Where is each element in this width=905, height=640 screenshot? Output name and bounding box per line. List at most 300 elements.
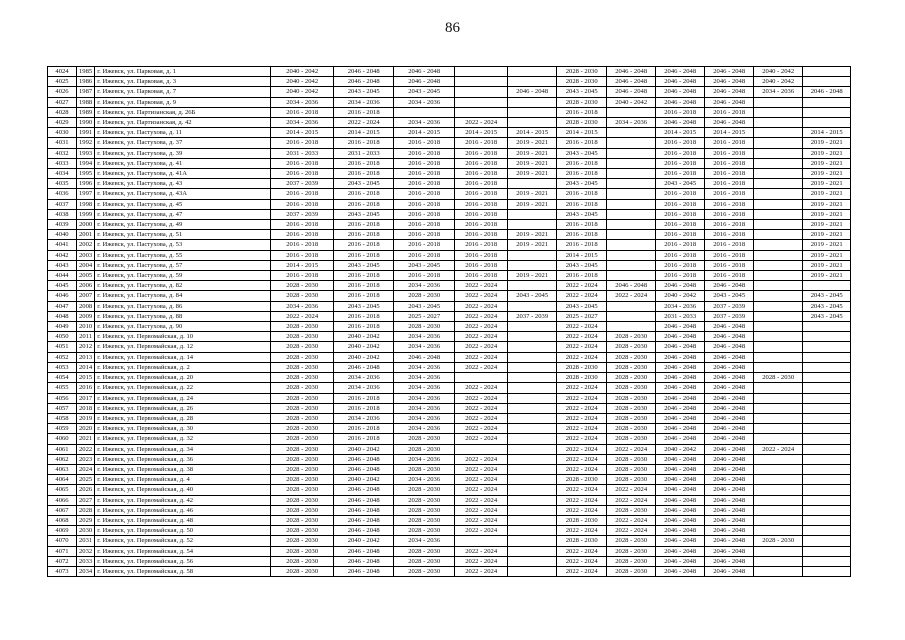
period-cell: 2019 - 2021 bbox=[508, 189, 557, 199]
period-cell: 2043 - 2045 bbox=[705, 291, 754, 301]
period-cell: 2046 - 2048 bbox=[705, 413, 754, 423]
object-id-cell: 2031 bbox=[77, 536, 95, 546]
period-cell: 2019 - 2021 bbox=[803, 209, 851, 219]
address-cell: г. Ижевск, ул. Пастухова, д. 11 bbox=[95, 128, 271, 138]
period-cell bbox=[607, 301, 656, 311]
period-cell: 2043 - 2045 bbox=[656, 179, 705, 189]
period-cell: 2022 - 2024 bbox=[557, 505, 607, 515]
period-cell: 2046 - 2048 bbox=[334, 464, 394, 474]
period-cell: 2028 - 2030 bbox=[607, 454, 656, 464]
period-cell bbox=[508, 475, 557, 485]
period-cell: 2046 - 2048 bbox=[394, 352, 455, 362]
period-cell bbox=[607, 322, 656, 332]
period-cell: 2022 - 2024 bbox=[455, 403, 508, 413]
row-number-cell: 4042 bbox=[48, 250, 77, 260]
object-id-cell: 1996 bbox=[77, 179, 95, 189]
period-cell bbox=[803, 281, 851, 291]
period-cell bbox=[508, 566, 557, 576]
period-cell: 2046 - 2048 bbox=[607, 67, 656, 77]
period-cell bbox=[754, 556, 803, 566]
period-cell: 2046 - 2048 bbox=[705, 515, 754, 525]
row-number-cell: 4025 bbox=[48, 77, 77, 87]
object-id-cell: 2034 bbox=[77, 566, 95, 576]
row-number-cell: 4055 bbox=[48, 383, 77, 393]
period-cell: 2022 - 2024 bbox=[455, 485, 508, 495]
period-cell: 2014 - 2015 bbox=[705, 128, 754, 138]
period-cell: 2034 - 2036 bbox=[394, 97, 455, 107]
row-number-cell: 4071 bbox=[48, 546, 77, 556]
row-number-cell: 4067 bbox=[48, 505, 77, 515]
address-cell: г. Ижевск, ул. Первомайская, д. 32 bbox=[95, 434, 271, 444]
period-cell bbox=[508, 220, 557, 230]
period-cell: 2016 - 2018 bbox=[334, 138, 394, 148]
period-cell: 2046 - 2048 bbox=[656, 566, 705, 576]
period-cell: 2046 - 2048 bbox=[334, 495, 394, 505]
period-cell bbox=[803, 67, 851, 77]
period-cell: 2014 - 2015 bbox=[455, 128, 508, 138]
period-cell: 2022 - 2024 bbox=[557, 291, 607, 301]
period-cell: 2022 - 2024 bbox=[607, 526, 656, 536]
address-cell: г. Ижевск, ул. Первомайская, д. 28 bbox=[95, 413, 271, 423]
period-cell: 2016 - 2018 bbox=[394, 138, 455, 148]
period-cell: 2016 - 2018 bbox=[705, 158, 754, 168]
period-cell: 2016 - 2018 bbox=[394, 148, 455, 158]
address-cell: г. Ижевск, ул. Первомайская, д. 42 bbox=[95, 495, 271, 505]
period-cell bbox=[754, 311, 803, 321]
table-row bbox=[48, 393, 851, 403]
period-cell: 2028 - 2030 bbox=[607, 556, 656, 566]
period-cell: 2022 - 2024 bbox=[607, 444, 656, 454]
table-row bbox=[48, 77, 851, 87]
period-cell: 2016 - 2018 bbox=[705, 107, 754, 117]
period-cell bbox=[754, 454, 803, 464]
period-cell: 2046 - 2048 bbox=[656, 413, 705, 423]
period-cell: 2046 - 2048 bbox=[394, 67, 455, 77]
address-cell: г. Ижевск, ул. Пастухова, д. 53 bbox=[95, 240, 271, 250]
address-cell: г. Ижевск, ул. Пастухова, д. 90 bbox=[95, 322, 271, 332]
period-cell: 2037 - 2039 bbox=[508, 311, 557, 321]
period-cell: 2016 - 2018 bbox=[455, 148, 508, 158]
period-cell: 2040 - 2042 bbox=[656, 444, 705, 454]
period-cell bbox=[508, 332, 557, 342]
period-cell: 2046 - 2048 bbox=[705, 373, 754, 383]
period-cell: 2016 - 2018 bbox=[394, 158, 455, 168]
period-cell: 2016 - 2018 bbox=[271, 271, 334, 281]
period-cell bbox=[803, 495, 851, 505]
object-id-cell: 1989 bbox=[77, 107, 95, 117]
period-cell: 2016 - 2018 bbox=[705, 271, 754, 281]
period-cell: 2016 - 2018 bbox=[334, 271, 394, 281]
object-id-cell: 2003 bbox=[77, 250, 95, 260]
period-cell: 2019 - 2021 bbox=[803, 220, 851, 230]
period-cell bbox=[754, 475, 803, 485]
period-cell: 2016 - 2018 bbox=[557, 169, 607, 179]
period-cell: 2028 - 2030 bbox=[271, 444, 334, 454]
period-cell: 2016 - 2018 bbox=[455, 271, 508, 281]
period-cell: 2016 - 2018 bbox=[455, 220, 508, 230]
period-cell: 2016 - 2018 bbox=[455, 209, 508, 219]
table-row bbox=[48, 240, 851, 250]
period-cell: 2046 - 2048 bbox=[705, 536, 754, 546]
period-cell: 2019 - 2021 bbox=[803, 271, 851, 281]
period-cell: 2019 - 2021 bbox=[803, 169, 851, 179]
period-cell bbox=[455, 87, 508, 97]
period-cell bbox=[508, 260, 557, 270]
period-cell: 2040 - 2042 bbox=[334, 536, 394, 546]
period-cell: 2040 - 2042 bbox=[334, 342, 394, 352]
period-cell bbox=[803, 505, 851, 515]
period-cell: 2028 - 2030 bbox=[271, 424, 334, 434]
period-cell: 2028 - 2030 bbox=[394, 566, 455, 576]
period-cell bbox=[754, 362, 803, 372]
address-cell: г. Ижевск, ул. Пастухова, д. 55 bbox=[95, 250, 271, 260]
period-cell: 2016 - 2018 bbox=[705, 209, 754, 219]
period-cell: 2034 - 2036 bbox=[394, 475, 455, 485]
address-cell: г. Ижевск, ул. Первомайская, д. 38 bbox=[95, 464, 271, 474]
table-row bbox=[48, 444, 851, 454]
period-cell: 2022 - 2024 bbox=[557, 383, 607, 393]
period-cell bbox=[607, 240, 656, 250]
period-cell: 2019 - 2021 bbox=[803, 138, 851, 148]
period-cell: 2022 - 2024 bbox=[334, 118, 394, 128]
address-cell: г. Ижевск, ул. Партизанская, д. 26Б bbox=[95, 107, 271, 117]
object-id-cell: 2014 bbox=[77, 362, 95, 372]
period-cell: 2046 - 2048 bbox=[705, 495, 754, 505]
period-cell bbox=[803, 424, 851, 434]
period-cell: 2034 - 2036 bbox=[334, 413, 394, 423]
period-cell: 2046 - 2048 bbox=[705, 424, 754, 434]
address-cell: г. Ижевск, ул. Пастухова, д. 41А bbox=[95, 169, 271, 179]
object-id-cell: 2010 bbox=[77, 322, 95, 332]
period-cell: 2022 - 2024 bbox=[557, 424, 607, 434]
period-cell bbox=[754, 485, 803, 495]
period-cell: 2046 - 2048 bbox=[656, 495, 705, 505]
period-cell: 2046 - 2048 bbox=[705, 403, 754, 413]
period-cell: 2016 - 2018 bbox=[334, 189, 394, 199]
period-cell: 2019 - 2021 bbox=[508, 199, 557, 209]
period-cell bbox=[508, 107, 557, 117]
period-cell: 2016 - 2018 bbox=[656, 199, 705, 209]
period-cell bbox=[508, 413, 557, 423]
row-number-cell: 4069 bbox=[48, 526, 77, 536]
table-row bbox=[48, 301, 851, 311]
row-number-cell: 4062 bbox=[48, 454, 77, 464]
period-cell: 2019 - 2021 bbox=[803, 240, 851, 250]
object-id-cell: 2013 bbox=[77, 352, 95, 362]
address-cell: г. Ижевск, ул. Первомайская, д. 30 bbox=[95, 424, 271, 434]
row-number-cell: 4049 bbox=[48, 322, 77, 332]
period-cell bbox=[508, 67, 557, 77]
period-cell: 2022 - 2024 bbox=[455, 118, 508, 128]
period-cell: 2022 - 2024 bbox=[455, 281, 508, 291]
period-cell bbox=[803, 107, 851, 117]
period-cell: 2022 - 2024 bbox=[557, 566, 607, 576]
period-cell bbox=[754, 220, 803, 230]
period-cell: 2040 - 2042 bbox=[656, 291, 705, 301]
period-cell: 2028 - 2030 bbox=[607, 424, 656, 434]
period-cell bbox=[754, 393, 803, 403]
period-cell: 2028 - 2030 bbox=[271, 505, 334, 515]
period-cell: 2028 - 2030 bbox=[394, 464, 455, 474]
address-cell: г. Ижевск, ул. Первомайская, д. 2 bbox=[95, 362, 271, 372]
period-cell: 2046 - 2048 bbox=[656, 77, 705, 87]
period-cell: 2034 - 2036 bbox=[394, 403, 455, 413]
period-cell: 2022 - 2024 bbox=[455, 546, 508, 556]
period-cell: 2046 - 2048 bbox=[705, 434, 754, 444]
period-cell bbox=[754, 352, 803, 362]
period-cell: 2016 - 2018 bbox=[705, 179, 754, 189]
period-cell: 2028 - 2030 bbox=[557, 536, 607, 546]
period-cell: 2043 - 2045 bbox=[394, 301, 455, 311]
period-cell: 2019 - 2021 bbox=[803, 179, 851, 189]
period-cell: 2046 - 2048 bbox=[334, 526, 394, 536]
period-cell bbox=[508, 352, 557, 362]
period-cell: 2016 - 2018 bbox=[705, 260, 754, 270]
period-cell: 2046 - 2048 bbox=[656, 454, 705, 464]
object-id-cell: 1988 bbox=[77, 97, 95, 107]
period-cell bbox=[607, 199, 656, 209]
period-cell: 2028 - 2030 bbox=[607, 352, 656, 362]
period-cell: 2028 - 2030 bbox=[607, 342, 656, 352]
period-cell: 2028 - 2030 bbox=[557, 515, 607, 525]
period-cell bbox=[455, 444, 508, 454]
table-row bbox=[48, 515, 851, 525]
period-cell: 2046 - 2048 bbox=[705, 322, 754, 332]
row-number-cell: 4050 bbox=[48, 332, 77, 342]
period-cell: 2043 - 2045 bbox=[557, 260, 607, 270]
period-cell: 2028 - 2030 bbox=[271, 536, 334, 546]
period-cell: 2028 - 2030 bbox=[271, 352, 334, 362]
period-cell: 2040 - 2042 bbox=[271, 67, 334, 77]
period-cell: 2046 - 2048 bbox=[656, 526, 705, 536]
period-cell: 2046 - 2048 bbox=[334, 505, 394, 515]
row-number-cell: 4039 bbox=[48, 220, 77, 230]
table-row bbox=[48, 271, 851, 281]
page-number: 86 bbox=[445, 20, 460, 36]
period-cell: 2022 - 2024 bbox=[455, 505, 508, 515]
object-id-cell: 2025 bbox=[77, 475, 95, 485]
period-cell: 2046 - 2048 bbox=[705, 475, 754, 485]
period-cell: 2016 - 2018 bbox=[557, 240, 607, 250]
row-number-cell: 4045 bbox=[48, 281, 77, 291]
period-cell bbox=[754, 97, 803, 107]
period-cell bbox=[754, 434, 803, 444]
period-cell bbox=[803, 332, 851, 342]
period-cell: 2016 - 2018 bbox=[455, 230, 508, 240]
table-row bbox=[48, 250, 851, 260]
period-cell: 2016 - 2018 bbox=[271, 189, 334, 199]
table-row bbox=[48, 464, 851, 474]
period-cell: 2028 - 2030 bbox=[557, 67, 607, 77]
object-id-cell: 1985 bbox=[77, 67, 95, 77]
table-row bbox=[48, 526, 851, 536]
period-cell: 2022 - 2024 bbox=[557, 495, 607, 505]
object-id-cell: 2027 bbox=[77, 495, 95, 505]
period-cell: 2028 - 2030 bbox=[271, 546, 334, 556]
period-cell: 2046 - 2048 bbox=[705, 342, 754, 352]
period-cell bbox=[607, 148, 656, 158]
period-cell bbox=[754, 169, 803, 179]
row-number-cell: 4043 bbox=[48, 260, 77, 270]
row-number-cell: 4064 bbox=[48, 475, 77, 485]
period-cell: 2046 - 2048 bbox=[705, 352, 754, 362]
period-cell: 2022 - 2024 bbox=[455, 352, 508, 362]
period-cell bbox=[803, 342, 851, 352]
address-cell: г. Ижевск, ул. Первомайская, д. 54 bbox=[95, 546, 271, 556]
period-cell: 2019 - 2021 bbox=[508, 230, 557, 240]
object-id-cell: 2024 bbox=[77, 464, 95, 474]
address-cell: г. Ижевск, ул. Первомайская, д. 10 bbox=[95, 332, 271, 342]
row-number-cell: 4041 bbox=[48, 240, 77, 250]
table-row bbox=[48, 536, 851, 546]
period-cell bbox=[803, 118, 851, 128]
period-cell: 2046 - 2048 bbox=[334, 67, 394, 77]
period-cell: 2016 - 2018 bbox=[394, 250, 455, 260]
period-cell: 2040 - 2042 bbox=[754, 77, 803, 87]
period-cell: 2022 - 2024 bbox=[455, 322, 508, 332]
period-cell: 2046 - 2048 bbox=[334, 485, 394, 495]
address-cell: г. Ижевск, ул. Парковая, д. 9 bbox=[95, 97, 271, 107]
row-number-cell: 4057 bbox=[48, 403, 77, 413]
period-cell bbox=[508, 281, 557, 291]
period-cell: 2046 - 2048 bbox=[705, 566, 754, 576]
period-cell: 2016 - 2018 bbox=[334, 281, 394, 291]
period-cell: 2028 - 2030 bbox=[271, 495, 334, 505]
period-cell: 2016 - 2018 bbox=[394, 189, 455, 199]
period-cell: 2028 - 2030 bbox=[557, 373, 607, 383]
period-cell: 2043 - 2045 bbox=[557, 209, 607, 219]
period-cell: 2028 - 2030 bbox=[394, 322, 455, 332]
period-cell bbox=[607, 260, 656, 270]
period-cell: 2016 - 2018 bbox=[394, 169, 455, 179]
period-cell: 2040 - 2042 bbox=[334, 352, 394, 362]
period-cell: 2016 - 2018 bbox=[557, 158, 607, 168]
period-cell bbox=[754, 546, 803, 556]
period-cell: 2016 - 2018 bbox=[557, 199, 607, 209]
period-cell: 2046 - 2048 bbox=[334, 556, 394, 566]
period-cell: 2031 - 2033 bbox=[334, 148, 394, 158]
object-id-cell: 1990 bbox=[77, 118, 95, 128]
address-cell: г. Ижевск, ул. Пастухова, д. 82 bbox=[95, 281, 271, 291]
period-cell: 2046 - 2048 bbox=[656, 342, 705, 352]
table-row bbox=[48, 434, 851, 444]
period-cell bbox=[754, 107, 803, 117]
period-cell: 2046 - 2048 bbox=[656, 424, 705, 434]
table-row bbox=[48, 311, 851, 321]
period-cell bbox=[754, 566, 803, 576]
period-cell bbox=[455, 536, 508, 546]
period-cell: 2022 - 2024 bbox=[557, 556, 607, 566]
period-cell: 2034 - 2036 bbox=[394, 362, 455, 372]
period-cell bbox=[803, 434, 851, 444]
object-id-cell: 2004 bbox=[77, 260, 95, 270]
period-cell: 2016 - 2018 bbox=[557, 107, 607, 117]
period-cell: 2028 - 2030 bbox=[271, 434, 334, 444]
row-number-cell: 4072 bbox=[48, 556, 77, 566]
table-row bbox=[48, 128, 851, 138]
period-cell: 2043 - 2045 bbox=[557, 179, 607, 189]
period-cell: 2046 - 2048 bbox=[656, 475, 705, 485]
period-cell bbox=[803, 383, 851, 393]
period-cell: 2043 - 2045 bbox=[334, 301, 394, 311]
period-cell: 2046 - 2048 bbox=[656, 556, 705, 566]
period-cell: 2046 - 2048 bbox=[656, 332, 705, 342]
period-cell: 2043 - 2045 bbox=[334, 179, 394, 189]
object-id-cell: 2022 bbox=[77, 444, 95, 454]
period-cell: 2014 - 2015 bbox=[656, 128, 705, 138]
period-cell bbox=[508, 454, 557, 464]
period-cell bbox=[508, 526, 557, 536]
table-row bbox=[48, 138, 851, 148]
address-cell: г. Ижевск, ул. Парковая, д. 7 bbox=[95, 87, 271, 97]
period-cell: 2046 - 2048 bbox=[656, 322, 705, 332]
period-cell: 2043 - 2045 bbox=[334, 260, 394, 270]
address-cell: г. Ижевск, ул. Первомайская, д. 46 bbox=[95, 505, 271, 515]
table-row bbox=[48, 169, 851, 179]
period-cell: 2034 - 2036 bbox=[656, 301, 705, 311]
period-cell: 2016 - 2018 bbox=[334, 230, 394, 240]
table-row bbox=[48, 107, 851, 117]
object-id-cell: 2008 bbox=[77, 301, 95, 311]
period-cell bbox=[754, 260, 803, 270]
period-cell: 2034 - 2036 bbox=[334, 383, 394, 393]
period-cell bbox=[754, 322, 803, 332]
period-cell bbox=[394, 107, 455, 117]
period-cell: 2043 - 2045 bbox=[803, 301, 851, 311]
period-cell: 2037 - 2039 bbox=[271, 179, 334, 189]
object-id-cell: 2030 bbox=[77, 526, 95, 536]
period-cell bbox=[803, 536, 851, 546]
period-cell: 2016 - 2018 bbox=[656, 271, 705, 281]
period-cell: 2016 - 2018 bbox=[271, 158, 334, 168]
period-cell bbox=[754, 118, 803, 128]
period-cell bbox=[508, 536, 557, 546]
object-id-cell: 2032 bbox=[77, 546, 95, 556]
period-cell bbox=[607, 189, 656, 199]
period-cell: 2028 - 2030 bbox=[557, 97, 607, 107]
period-cell: 2016 - 2018 bbox=[656, 209, 705, 219]
period-cell: 2046 - 2048 bbox=[803, 87, 851, 97]
period-cell: 2016 - 2018 bbox=[455, 189, 508, 199]
period-cell: 2016 - 2018 bbox=[656, 260, 705, 270]
period-cell: 2016 - 2018 bbox=[334, 311, 394, 321]
period-cell: 2016 - 2018 bbox=[271, 250, 334, 260]
period-cell: 2034 - 2036 bbox=[334, 373, 394, 383]
table-row bbox=[48, 209, 851, 219]
period-cell bbox=[754, 179, 803, 189]
period-cell: 2043 - 2045 bbox=[334, 209, 394, 219]
period-cell: 2016 - 2018 bbox=[455, 158, 508, 168]
period-cell: 2019 - 2021 bbox=[803, 189, 851, 199]
address-cell: г. Ижевск, ул. Пастухова, д. 47 bbox=[95, 209, 271, 219]
period-cell: 2016 - 2018 bbox=[705, 189, 754, 199]
period-cell: 2046 - 2048 bbox=[705, 362, 754, 372]
period-cell: 2031 - 2033 bbox=[656, 311, 705, 321]
table-row bbox=[48, 373, 851, 383]
period-cell: 2040 - 2042 bbox=[271, 87, 334, 97]
address-cell: г. Ижевск, ул. Пастухова, д. 37 bbox=[95, 138, 271, 148]
period-cell: 2016 - 2018 bbox=[334, 291, 394, 301]
period-cell: 2046 - 2048 bbox=[656, 281, 705, 291]
period-cell: 2016 - 2018 bbox=[394, 220, 455, 230]
period-cell: 2022 - 2024 bbox=[557, 454, 607, 464]
period-cell: 2034 - 2036 bbox=[394, 281, 455, 291]
period-cell: 2034 - 2036 bbox=[754, 87, 803, 97]
period-cell: 2022 - 2024 bbox=[557, 342, 607, 352]
period-cell bbox=[754, 128, 803, 138]
object-id-cell: 1998 bbox=[77, 199, 95, 209]
period-cell: 2046 - 2048 bbox=[705, 383, 754, 393]
